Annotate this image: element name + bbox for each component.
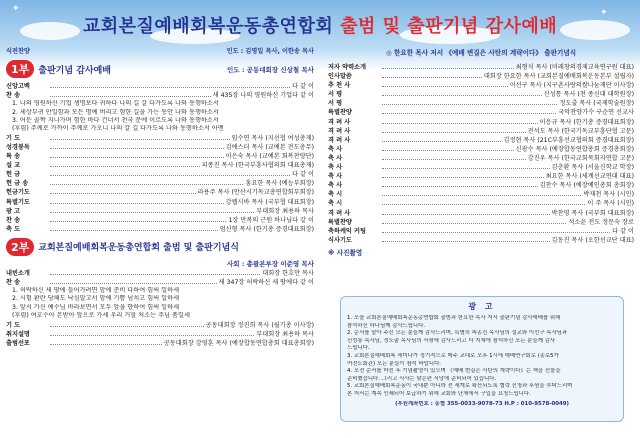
notice-contact: (후원계좌번호 : 농협 355-0033-9078-73 H.P : 010-9578-0049): [395, 400, 569, 407]
program-row: [328, 136, 634, 145]
row-right: 인도 : 김영일 목사, 이한송 목사: [226, 48, 314, 55]
program-person: 강진우 목사 (한국교회목회자연합 고문): [527, 154, 634, 162]
program-person: 임수연 목사 (지선협 여성총재): [231, 134, 314, 142]
program-role: 축 사: [328, 173, 343, 181]
program-row: [328, 127, 634, 136]
program-right: 다 같 이: [292, 171, 314, 179]
program-row: [328, 181, 634, 190]
program-person: 김에스더 목사 (교예본 전도총무): [225, 143, 314, 151]
program-role: 취지설명: [6, 330, 30, 338]
leader-dots: [50, 335, 254, 336]
part2-rows: [6, 269, 314, 287]
program-role: 특 송: [6, 153, 21, 161]
text-line: 드립니다.: [347, 345, 370, 352]
banner-title-main: 교회본질예배회복운동총연합회: [82, 16, 334, 37]
program-person: 최요한 목사 (세계선교연대 대표): [545, 173, 634, 181]
program-person: 새 435장 나의 영원하신 기업: [212, 92, 293, 100]
program-row: [328, 118, 634, 127]
program-person: 대회장 한호만 목사: [262, 269, 314, 277]
program-role: 축하케익 커팅: [328, 227, 367, 235]
program-row: [6, 339, 314, 348]
part1-rows: [6, 82, 314, 100]
program-role: 축 도: [6, 225, 21, 233]
program-role: 서 평: [328, 91, 343, 99]
program-role: 인사말씀: [328, 73, 352, 81]
program-row: [6, 91, 314, 100]
program-row: [328, 227, 634, 236]
leader-dots: [382, 168, 550, 169]
program-row: [6, 321, 314, 330]
program-role: 찬 송: [6, 92, 21, 100]
leader-dots: [50, 175, 290, 176]
part2-badge: 2부: [6, 238, 34, 256]
leader-dots: [382, 95, 542, 96]
program-person: 공동대회장 강영훈 목사 (예장합동연합총회 대표총회장): [163, 339, 314, 347]
program-role: 광 고: [6, 207, 21, 215]
program-person: 신성통 목사 (천 종신대 대학원장): [543, 91, 634, 99]
program-role: 격 려 사: [328, 136, 351, 144]
part1-badge: 1부: [6, 60, 34, 78]
banner-title: [0, 12, 640, 38]
program-role: 특별기도: [6, 198, 30, 206]
program-person: 김찬수 목사 (예장예인총회 총회장): [539, 182, 634, 190]
program-role: 추 천 사: [328, 82, 351, 90]
leader-dots: [382, 232, 610, 233]
program-role: 성경봉독: [6, 143, 30, 151]
text-line: 2. 순서를 맡아 주신 모든 분들께 감사드리며, 특별히 피종진 목사님의 설교와 이선구 목사님과: [347, 330, 568, 337]
program-person: 김춘환 목사 (서울신학교 학장): [551, 164, 634, 172]
program-role: 기 도: [6, 321, 21, 329]
program-role: 찬 송: [6, 216, 21, 224]
program-row: [6, 134, 314, 143]
program-person: 박재천 목사 (시인): [583, 191, 634, 199]
program-role: 격 려 사: [328, 127, 351, 135]
text-line: 3. 앞서 가신 예수님 바라보면서 모두 앞을 향하여 힘써 일하세: [12, 303, 180, 311]
program-person: 전석도 목사 (한국기독교부흥단협 고문): [527, 127, 634, 135]
leader-dots: [50, 230, 218, 231]
program-person: 이 주 목사 (시인): [587, 200, 634, 208]
program-row: [6, 82, 314, 91]
leader-dots: [382, 186, 538, 187]
program-row: [328, 108, 634, 117]
program-person: 부대회장 최용하 목사: [256, 207, 314, 215]
leader-dots: [50, 157, 224, 158]
leader-dots: [50, 139, 230, 140]
leader-dots: [50, 87, 290, 88]
part1-heading: [6, 58, 314, 80]
leader-dots: [50, 184, 243, 185]
program-person: 정도출 목사 (국제학술원장): [559, 100, 634, 108]
program-role: 출범선포: [6, 339, 30, 347]
leader-dots: [382, 204, 585, 205]
part1-rows-2: [6, 134, 314, 234]
program-row: [328, 163, 634, 172]
program-row: [6, 161, 314, 170]
part2-hymn-lines: [6, 287, 314, 321]
program-role: 찬 송: [6, 278, 21, 286]
program-row: [328, 99, 634, 108]
part1-mc: 인도 : 공동대회장 신상철 목사: [227, 65, 314, 74]
leader-dots: [382, 113, 556, 114]
leader-dots: [50, 326, 204, 327]
program-role: 축 시: [328, 200, 343, 208]
program-row: [328, 218, 634, 227]
program-right: 다 같 이: [292, 83, 314, 91]
leader-dots: [50, 166, 200, 167]
text-line: 여전도회관) 모든 분들이 참석 바랍니다.: [347, 360, 441, 367]
text-line: 1. 나의 영원하신 기업 생명보다 귀하다 나의 길 갈 다가도록 나와 동행하소서: [12, 100, 219, 108]
leader-dots: [382, 223, 566, 224]
program-row: [328, 72, 634, 81]
program-person: 김정현 목사 (21C부흥선교협의회 증경대표회장): [503, 136, 634, 144]
leader-dots: [382, 141, 501, 142]
program-person: 대회장 한요한 목사 (교회본질예배회복운동본부 설립자): [483, 73, 634, 81]
program-person: 이응규 목사 (한기총 증경대표회장): [539, 118, 634, 126]
program-person: 1장 만복의 근원 하나님: [228, 216, 293, 224]
part2-mc: 사회 : 총괄본부장 이준영 목사: [227, 259, 314, 268]
leader-dots: [382, 132, 526, 133]
leader-dots: [382, 123, 538, 124]
book-ceremony-title: ◎ 한요한 목사 저서 《예배 변질은 사탄의 계략이다》 출판기념식: [385, 49, 577, 57]
program-right: 다 같 이: [292, 92, 314, 100]
program-role: 축 사: [328, 145, 343, 153]
program-role: 특별찬양: [328, 218, 352, 226]
program-person: 석소윤 전도 정문숙 장로: [568, 218, 634, 226]
text-line: 2. 세상부귀 안일함과 모든 명예 버리고 험한 길을 가는 동안 나와 동행하소서: [12, 108, 219, 116]
program-person: 신광수 목사 (예장합동연합총회 증경총회장): [515, 145, 634, 153]
leader-dots: [382, 195, 581, 196]
leader-dots: [50, 193, 196, 194]
opening-praise-row: [6, 47, 314, 56]
program-role: 헌금기도: [6, 189, 30, 197]
program-row: [328, 63, 634, 72]
program-row: [6, 278, 314, 287]
program-row: [328, 172, 634, 181]
dove-icon: ✦: [600, 8, 608, 18]
text-line: (후렴) 주께로 가까이 주께로 가오니 나의 갈 길 다가도록 나와 동행하소서 아멘: [12, 125, 224, 133]
program-role: 축 사: [328, 154, 343, 162]
leader-dots: [50, 344, 162, 345]
program-row: [6, 207, 314, 216]
part2-title: 교회본질예배회복운동총연합회 출범 및 출판기념식: [38, 243, 239, 254]
program-person: 이은숙 목사 (교예본 회복찬양단): [225, 153, 314, 161]
notice-lines: [347, 315, 617, 399]
text-line: 3. 교회본질예배회복 세미나가 정기적으로 매주 교대로 오후 1시에 예배연구회로 (종로5가: [347, 352, 559, 359]
text-line: 참석하신 하나님께 감사드립니다.: [347, 322, 426, 329]
notice-box: [340, 296, 624, 422]
leader-dots: [382, 150, 514, 151]
row-label: 식전찬양: [6, 48, 30, 55]
text-line: 본 저서는 계속 인쇄되어 보급하기 위해 교회와 단체에서 구입을 요청드립니다.: [347, 390, 531, 397]
program-row: [6, 188, 314, 197]
part2-rows-2: [6, 321, 314, 348]
program-person: 강웹시바 목사 (국부협 대표회장): [225, 198, 314, 206]
program-row: [6, 179, 314, 188]
left-panel: [6, 46, 314, 434]
program-role: 격 려 사: [328, 118, 351, 126]
program-person: 박찬영 목사 (국부회 대표회장): [551, 209, 634, 217]
program-role: 기 도: [6, 134, 21, 142]
program-role: 저자 약력소개: [328, 64, 367, 71]
text-line: 4. 오전 순서를 마친 후 기념촬영이 있으며 《예배 변질은 사탄의 계략이다》는 책을 선물을: [347, 368, 561, 375]
leader-dots: [50, 274, 260, 275]
part1-title: 출판기념 감사예배: [38, 65, 111, 76]
leader-dots: [382, 104, 557, 105]
dove-icon: ✦: [12, 4, 20, 14]
text-line: 3. 어둔 골짝 지나가며 험한 바다 건너서 천국 문에 이르도록 나와 동행하소서: [12, 117, 219, 125]
leader-dots: [382, 241, 550, 242]
notice-title: 광 고: [468, 302, 496, 311]
program-row: [6, 152, 314, 161]
right-panel: [328, 46, 634, 434]
program-row: [328, 90, 634, 99]
program-person: 엄신형 목사 (한기총 증경대표회장): [219, 225, 314, 233]
leader-dots: [382, 86, 508, 87]
program-role: 헌 금: [6, 171, 21, 179]
text-line: 1. 허락하신 새 땅에 들어가려면 맘에 준비 다하여 힘써 일하세: [12, 287, 180, 295]
program-row: [328, 199, 634, 208]
program-role: 설 교: [6, 162, 21, 170]
program-row: [6, 143, 314, 152]
part1-hymn-lines: [6, 100, 314, 134]
program-person: 홍요한 목사 (예능부회장): [245, 180, 314, 188]
text-line: 2. 시험 환란 당해도 낙심말고서 맘에 기쁨 넘치고 힘써 일하세: [12, 295, 180, 303]
program-person: 새 347장 허락하신 새 땅에: [218, 278, 293, 286]
program-role: 식사기도: [328, 236, 352, 244]
program-person: 라용주 목사 (안산시기독교총연합회부회장): [197, 189, 314, 197]
leader-dots: [50, 96, 211, 97]
program-person: 이선구 목사 (지구촌사랑의쌀나눔재단 이사장): [509, 82, 634, 90]
program-person: 김동진 목사 (오한선교단 대표): [551, 236, 634, 244]
photo-label: ※ 사진촬영: [328, 248, 363, 257]
text-line: 5. 교회본질예배회복운동이 국내뿐 아니라 전 세계로 확산되도록 협력 신청과 후원을 부탁드리며: [347, 383, 573, 390]
program-right: 다 같 이: [612, 227, 634, 235]
part2-heading: [6, 236, 314, 258]
program-right: 다 같 이: [292, 216, 314, 224]
program-role: 축 사: [328, 164, 343, 172]
program-person: 공동대회장 정진희 목사 (월기총 이사장): [205, 321, 314, 329]
program-person: 부대회장 최용하 목사: [256, 330, 314, 338]
leader-dots: [50, 203, 224, 204]
leader-dots: [50, 212, 254, 213]
program-role: 내빈소개: [6, 269, 30, 277]
program-row: [6, 330, 314, 339]
leader-dots: [50, 148, 224, 149]
text-line: 준비했습니다. 그리고 식사는 맞은편 식당에 준비되어 있습니다.: [347, 375, 497, 382]
leader-dots: [50, 221, 226, 222]
leader-dots: [382, 68, 514, 69]
program-row: [328, 236, 634, 245]
program-role: 축 사: [328, 182, 343, 190]
program-role: 서 평: [328, 100, 343, 108]
program-row: [328, 81, 634, 90]
program-right: 다 같 이: [292, 278, 314, 286]
program-row: [6, 170, 314, 179]
leader-dots: [50, 283, 217, 284]
program-role: 헌 금 송: [6, 180, 29, 188]
program-row: [6, 216, 314, 225]
program-role: 특별찬양: [328, 109, 352, 117]
program-person: 최형식 목사 (미래창의경제교육연구원 대표): [515, 64, 634, 71]
leader-dots: [382, 77, 482, 78]
book-ceremony-rows: [328, 63, 634, 245]
program-row: [6, 198, 314, 207]
program-row: [6, 225, 314, 234]
banner-title-sub: 출범 및 출판기념 감사예배: [340, 16, 558, 37]
leader-dots: [382, 214, 550, 215]
text-line: 신성통 목사님, 정도출 목사님의 서평에 감사드리고 더 지체에 참석하신 모든 분들께 감사: [347, 337, 556, 344]
program-person: 국악찬양가수 구순연 선교사: [558, 109, 634, 117]
program-row: [6, 269, 314, 278]
leader-dots: [382, 177, 544, 178]
leader-dots: [382, 159, 526, 160]
program-role: 신앙고백: [6, 83, 30, 91]
program-person: 피종진 목사 (한국부흥사협의회 대표총재): [201, 162, 314, 170]
program-row: [328, 154, 634, 163]
program-row: [328, 190, 634, 199]
program-row: [328, 145, 634, 154]
text-line: (후렴) 여호수아 본받아 앞으로 가세 우리 거할 처소는 주님 품일세: [12, 312, 190, 320]
text-line: 1. 오늘 교회본질예배회복운동총연합회 출범과 한요한 목사 저서 출판기념 감사예배를 위해: [347, 315, 561, 321]
banner: [0, 0, 640, 46]
program-role: 축 시: [328, 191, 343, 199]
program-row: [328, 209, 634, 218]
program-role: 격 려 사: [328, 209, 351, 217]
